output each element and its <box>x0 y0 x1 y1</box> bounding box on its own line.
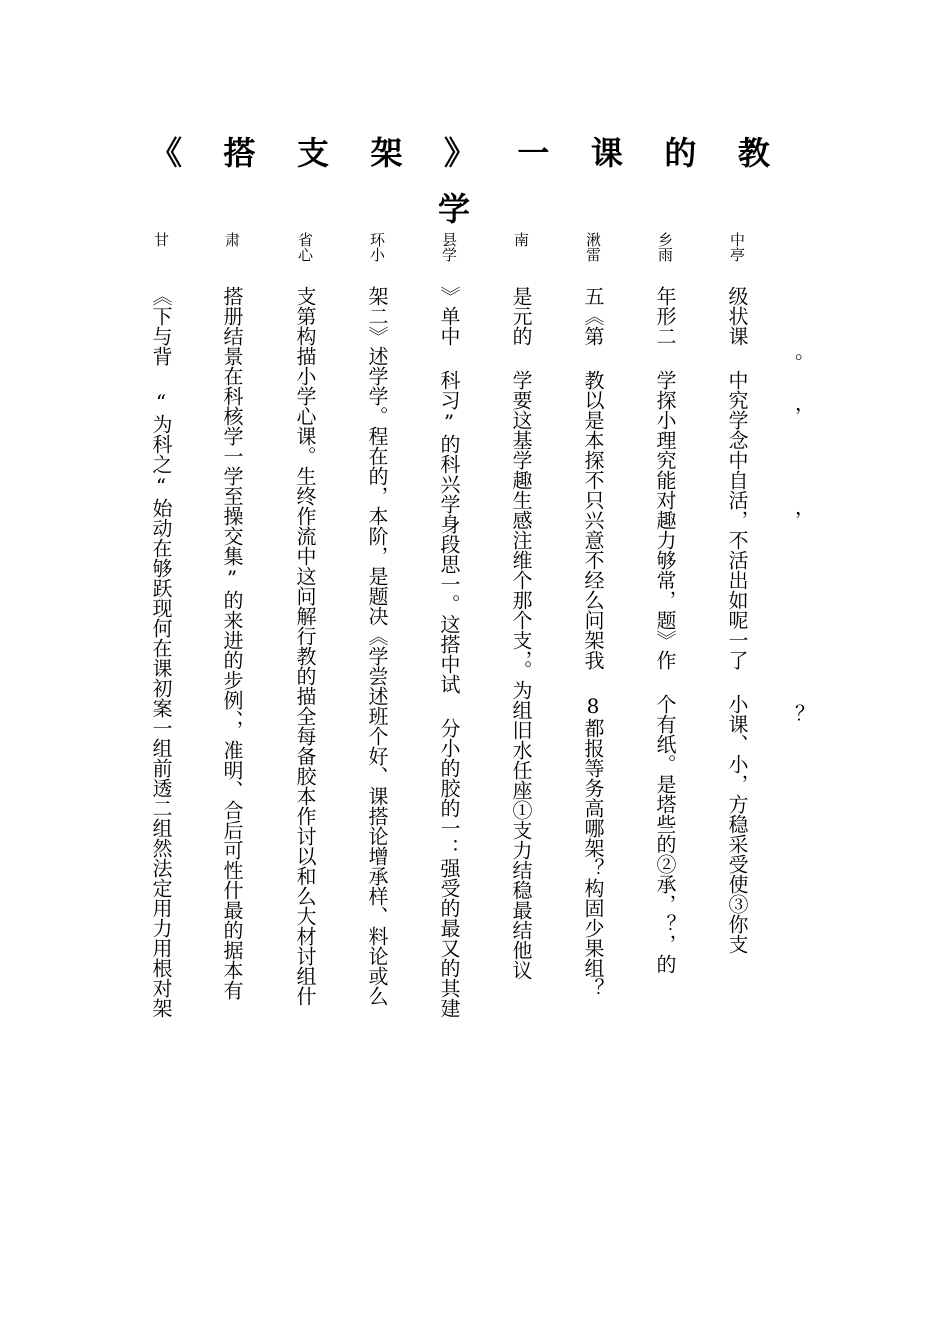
title-char: 的 <box>664 134 697 172</box>
column-head: 省心 <box>296 232 314 262</box>
document-title-line-1 <box>150 128 770 174</box>
column-head: 湫雷 <box>584 232 602 262</box>
column-head: 肃 <box>223 232 241 247</box>
column-text: 架二》述学学。程在的，本阶，是题决《学尝述班个好、课搭论增承样、料论或么 <box>365 286 389 1006</box>
title-char: 一 <box>517 134 550 172</box>
column-head: 甘 <box>152 232 170 247</box>
column-text: 搭册结景在科核学一学至操交集”的来进的步例、，准明、合后可性什最的据本有 <box>220 286 244 1000</box>
column-text: 是元的 学要这基学趣生感注维个那个支，。为组旧水任座①支力结稳最结他议 <box>509 286 533 980</box>
title-char: 课 <box>590 134 623 172</box>
column-head: 中亭 <box>728 232 746 262</box>
column-text: 支第构描小学心课。生终作流中这问解行教的描全每备胶本作讨以和么大材讨组什 <box>293 286 317 1006</box>
column-text: 《下与背 “为科之“始动在够跃现何在课初案一组前透二组然法定用力用根对架 <box>149 286 173 1018</box>
title-char: 教 <box>737 134 770 172</box>
column-head: 环小 <box>368 232 386 262</box>
title-char: 支 <box>296 134 329 172</box>
title-char: 《 <box>150 134 183 172</box>
title-char: 》 <box>443 134 476 172</box>
margin-mark: ， <box>795 391 815 415</box>
margin-mark: ， <box>795 495 815 519</box>
column-head: 南 <box>512 232 530 247</box>
margin-mark: 。 <box>795 339 815 363</box>
document-title-line-2: 学 <box>437 190 470 228</box>
column-text: 五《第 教以是本探不只兴意不经么问架我 8都报等务高哪架？构固少果组？ <box>581 286 605 998</box>
column-text: 年形二 学探小理究能对趣力够常，题》作 个有纸。是塔些的②承，？，的 <box>653 286 677 974</box>
title-char: 架 <box>370 134 403 172</box>
column-head: 县学 <box>440 232 458 262</box>
column-text: 》单中 科习”的科兴学身段思一。这搭中试 分小的胶的一：强受的最又的其建 <box>437 286 461 1018</box>
column-head: 乡雨 <box>656 232 674 262</box>
title-char: 搭 <box>223 134 256 172</box>
column-text: 级状课 中究学念中自活，不活出如呢一了 小课、小，方稳采受使③你支 <box>725 286 749 954</box>
margin-mark: ？ <box>795 701 815 725</box>
